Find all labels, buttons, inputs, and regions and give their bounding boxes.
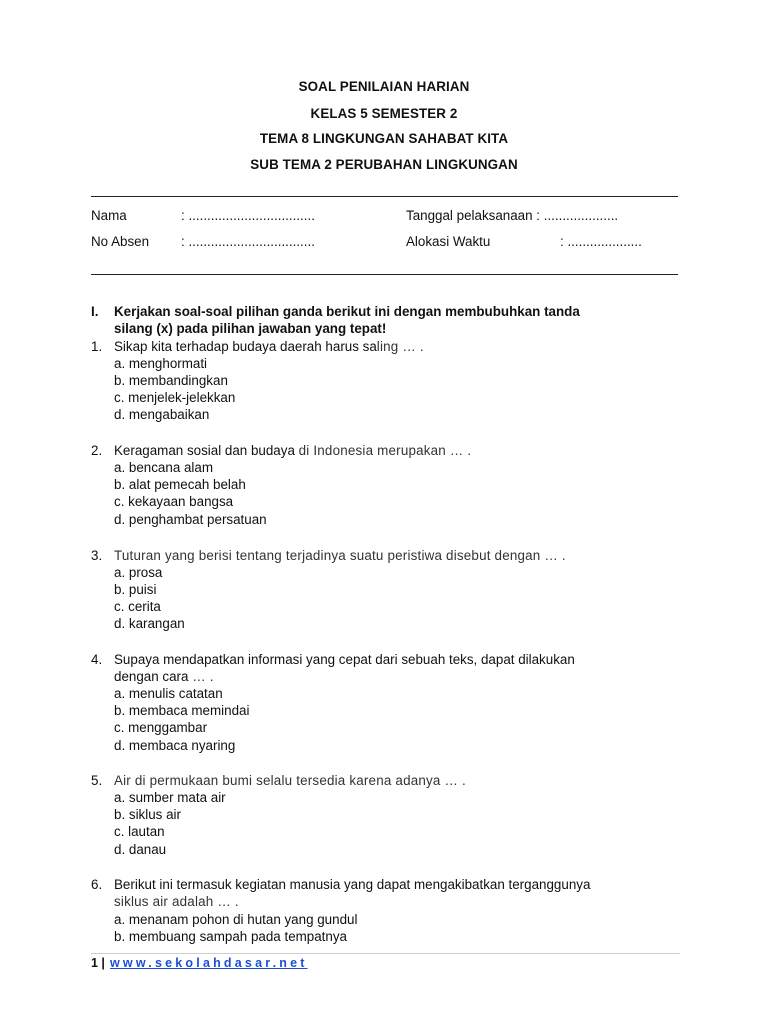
title-line-3: TEMA 8 LINGKUNGAN SAHABAT KITA <box>259 131 509 146</box>
option-item[interactable]: d. membaca nyaring <box>114 738 236 753</box>
title-line-2: KELAS 5 SEMESTER 2 <box>310 106 458 121</box>
question-text: Keragaman sosial dan budaya di Indonesia merupakan … . <box>114 443 472 458</box>
section-instruction-2: silang (x) pada pilihan jawaban yang tepat! <box>114 321 387 336</box>
option-item[interactable]: b. siklus air <box>114 807 181 822</box>
alokasi-label: Alokasi Waktu <box>406 234 491 249</box>
divider-top <box>91 196 678 197</box>
question-number: 1. <box>91 339 103 354</box>
option-item[interactable]: b. puisi <box>114 582 157 597</box>
question-text-cont: dengan cara … . <box>114 669 214 684</box>
footer-divider <box>91 953 680 954</box>
question-number: 3. <box>91 548 103 563</box>
option-item[interactable]: c. kekayaan bangsa <box>114 494 234 509</box>
option-item[interactable]: a. sumber mata air <box>114 790 226 805</box>
question-text-cont: siklus air adalah … . <box>114 894 239 909</box>
section-instruction-1: Kerjakan soal-soal pilihan ganda berikut ini dengan membubuhkan tanda <box>114 304 580 319</box>
question-text: Sikap kita terhadap budaya daerah harus saling … . <box>114 339 424 354</box>
option-item[interactable]: a. menulis catatan <box>114 686 223 701</box>
question-number: 6. <box>91 877 103 892</box>
option-item[interactable]: c. cerita <box>114 599 161 614</box>
absen-label: No Absen <box>91 234 150 249</box>
website-link[interactable]: www.sekolahdasar.net <box>110 956 308 970</box>
option-item[interactable]: a. bencana alam <box>114 460 214 475</box>
section-number: I. <box>91 304 99 319</box>
title-line-1: SOAL PENILAIAN HARIAN <box>298 79 470 94</box>
option-item[interactable]: b. membuang sampah pada tempatnya <box>114 929 347 944</box>
nama-label: Nama <box>91 208 127 223</box>
question-number: 2. <box>91 443 103 458</box>
option-item[interactable]: b. alat pemecah belah <box>114 477 246 492</box>
option-item[interactable]: a. prosa <box>114 565 163 580</box>
question-text: Supaya mendapatkan informasi yang cepat dari sebuah teks, dapat dilakukan <box>114 652 575 667</box>
option-item[interactable]: d. mengabaikan <box>114 407 210 422</box>
absen-value[interactable]: : .................................. <box>181 234 315 249</box>
option-item[interactable]: c. menggambar <box>114 720 208 735</box>
question-text: Berikut ini termasuk kegiatan manusia yang dapat mengakibatkan terganggunya <box>114 877 591 892</box>
option-item[interactable]: a. menghormati <box>114 356 208 371</box>
alokasi-value[interactable]: : .................... <box>560 234 642 249</box>
option-item[interactable]: b. membandingkan <box>114 373 228 388</box>
nama-value[interactable]: : .................................. <box>181 208 315 223</box>
option-item[interactable]: d. danau <box>114 842 167 857</box>
question-text: Air di permukaan bumi selalu tersedia karena adanya … . <box>114 773 466 788</box>
option-item[interactable]: d. karangan <box>114 616 185 631</box>
option-item[interactable]: c. lautan <box>114 824 165 839</box>
question-number: 5. <box>91 773 103 788</box>
question-text: Tuturan yang berisi tentang terjadinya suatu peristiwa disebut dengan … . <box>114 548 566 563</box>
page-number: 1 | <box>91 956 105 970</box>
divider-bottom <box>91 274 678 275</box>
option-item[interactable]: a. menanam pohon di hutan yang gundul <box>114 912 358 927</box>
title-line-4: SUB TEMA 2 PERUBAHAN LINGKUNGAN <box>250 157 518 172</box>
tanggal-field[interactable]: Tanggal pelaksanaan : .................... <box>406 208 619 223</box>
question-number: 4. <box>91 652 103 667</box>
option-item[interactable]: c. menjelek-jelekkan <box>114 390 236 405</box>
option-item[interactable]: b. membaca memindai <box>114 703 250 718</box>
option-item[interactable]: d. penghambat persatuan <box>114 512 267 527</box>
